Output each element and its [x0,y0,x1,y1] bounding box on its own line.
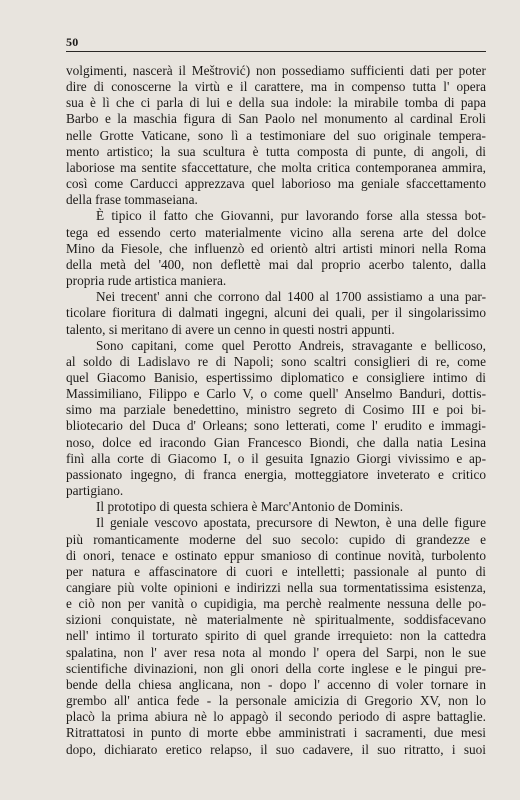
text-line: Mino da Fiesole, che influenzò ed orientò altri artisti minori nella Roma [66,240,486,256]
text-line: sizioni conquistate, nè materialmente nè spiritualmente, soddisfacevano [66,612,486,628]
text-line: per natura e affascinatore di cuori e intelletti; passionale al punto di [66,563,486,579]
text-line: bende della chiesa anglicana, non - dopo l' accenno di voler tornare in [66,676,486,692]
text-line: Nei trecent' anni che corrono dal 1400 al 1700 assistiamo a una par- [96,289,486,305]
paragraph [66,515,486,757]
text-line: finì alla corte di Giacomo I, o il gesuita Ignazio Giorgi vivissimo e ap- [66,450,486,466]
text-line: così come Carducci apprezzava quel laborioso ma geniale sfaccettamento [66,176,486,192]
text-line: passionato ingegno, di franca energia, motteggiatore inveterato e critico [66,466,486,482]
paragraph [66,338,486,500]
header-rule [66,51,486,52]
paragraph [66,289,486,337]
text-line: Barbo e la maschia figura di San Paolo nel monumento al cardinal Eroli [66,111,486,127]
text-line: partigiano. [66,483,124,499]
text-line: bliotecario del Duca d' Orleans; sono letterati, come l' erudito e immagi- [66,418,486,434]
text-line: tega ed essendo certo materialmente vicino alla serena arte del dolce [66,224,486,240]
text-line: scientifiche divinazioni, non gli onori della corte inglese e le pingui pre- [66,660,486,676]
page-number: 50 [66,35,79,49]
text-line: ticolare fioritura di dalmati ingegni, alcuni dei quali, per il singolarissimo [66,305,486,321]
paragraph [66,499,486,515]
text-line: nell' intimo il torturato spirito di quel grande irrequieto: non la cattedra [66,628,486,644]
text-line: Il geniale vescovo apostata, precursore di Newton, è una delle figure [96,515,486,531]
text-line: placò la prima abiura nè lo appagò il secondo periodo di aspre battaglie. [66,709,486,725]
text-line: al soldo di Ladislavo re di Napoli; sono scaltri consiglieri di re, come [66,353,486,369]
text-line: È tipico il fatto che Giovanni, pur lavorando forse alla stessa bot- [96,208,486,224]
text-line: Il prototipo di questa schiera è Marc'Antonio de Dominis. [96,499,404,515]
text-line: quel Giacomo Banisio, espertissimo diplomatico e consigliere intimo di [66,369,486,385]
text-line: sua è lì che ci parla di lui e della sua indole: la mirabile tomba di papa [66,95,486,111]
text-line: laboriose ma sentite sfaccettature, che molta critica contemporanea ammira, [66,159,486,175]
text-line: mento artistico; la sua scultura è tutta composta di punte, di angoli, di [66,143,486,159]
paragraph [66,63,486,208]
text-line: e ciò non per vanità o cupidigia, ma perchè realmente nessuna delle po- [66,596,486,612]
paragraph [66,208,486,289]
text-line: nelle Grotte Vaticane, sono lì a testimoniare del suo originale tempera- [66,127,486,143]
text-line: noso, dolce ed iracondo Gian Francesco Biondi, che dalla natia Lesina [66,434,486,450]
text-line: di onori, tenace e ostinato eppur smanioso di continue novità, turbolento [66,547,486,563]
text-line: talento, si meritano di avere un cenno in questi nostri appunti. [66,321,395,337]
text-line: dopo, dichiarato eretico relapso, il suo cadavere, il suo ritratto, i suoi [66,741,486,757]
text-line: cangiare più volte opinioni e indirizzi nella sua tormentatissima esistenza, [66,580,486,595]
text-line: volgimenti, nascerà il Meštrović) non possediamo sufficienti dati per poter [66,63,486,78]
text-line: più romanticamente moderne del suo secolo: cupido di grandezze e [66,531,486,547]
text-line: della metà del '400, non deflettè mai dal proprio acerbo talento, dalla [66,256,486,272]
text-line: Sono capitani, come quel Perotto Andreis, stravagante e bellicoso, [96,337,486,353]
text-line: propria rude artistica maniera. [66,273,227,289]
body-text [66,63,486,758]
text-line: Massimiliano, Filippo e Carlo V, o come quell' Anselmo Banduri, dottis- [66,386,486,402]
text-line: spalatina, non l' aver resa nota al mondo l' opera del Sarpi, non le sue [66,644,486,660]
text-line: simo ma parziale benedettino, ministro segreto di Cosimo III e poi bi- [66,402,486,418]
text-line: della frase tommaseiana. [66,192,198,208]
text-line: dire di conoscerne la virtù e il carattere, ma in compenso tutta l' opera [66,79,486,95]
text-line: Ritrattatosi in punto di morte ebbe amministrati i sacramenti, due mesi [66,725,486,741]
text-line: grembo all' antica fede - la personale amicizia di Gregorio XV, non lo [66,693,486,709]
